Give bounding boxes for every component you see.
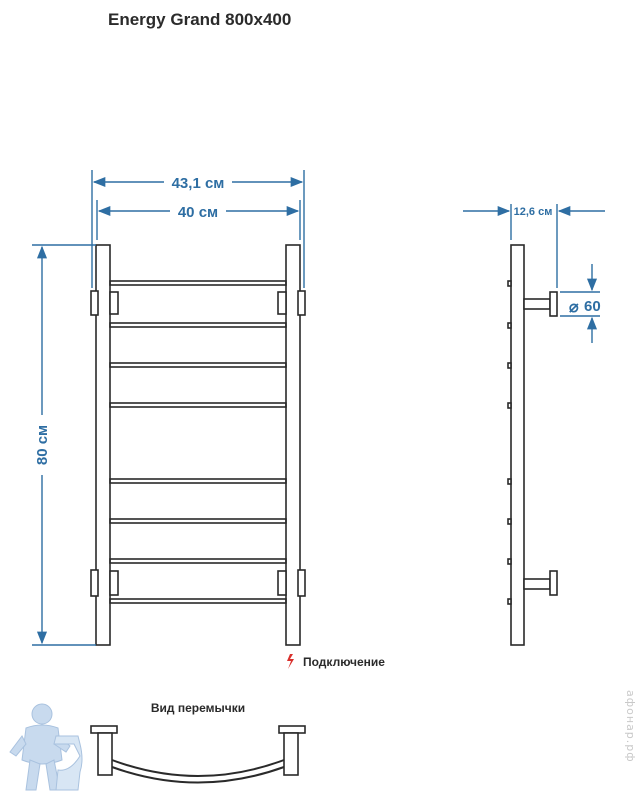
bridge-view: [91, 726, 305, 783]
diameter-symbol: ⌀: [569, 299, 579, 316]
dimension-lines-side: [463, 204, 605, 343]
crossbars: [110, 281, 286, 603]
overall-width-label: 43,1 см: [171, 175, 225, 192]
side-view: [508, 245, 557, 645]
side-rail: [511, 245, 524, 645]
brackets: [91, 291, 305, 596]
connection-label: Подключение: [303, 655, 385, 669]
height-label: 80 см: [34, 424, 51, 466]
product-title: Energy Grand 800x400: [108, 10, 292, 29]
connection-legend: [287, 654, 385, 669]
bridge-view-label: Вид перемычки: [150, 701, 246, 715]
upper-mount-flange: [550, 292, 557, 316]
upper-mount-pipe: [524, 299, 550, 309]
connection-mark-icon: [287, 654, 294, 669]
diameter-label: 60: [584, 298, 601, 315]
watermark-text: афонар.рф: [624, 690, 637, 763]
depth-label: 12,6 см: [513, 206, 553, 218]
lower-mount-pipe: [524, 579, 550, 589]
width-label: 40 см: [177, 204, 219, 221]
front-view: [91, 245, 305, 645]
plumber-mascot-icon: [10, 704, 82, 790]
lower-mount-flange: [550, 571, 557, 595]
